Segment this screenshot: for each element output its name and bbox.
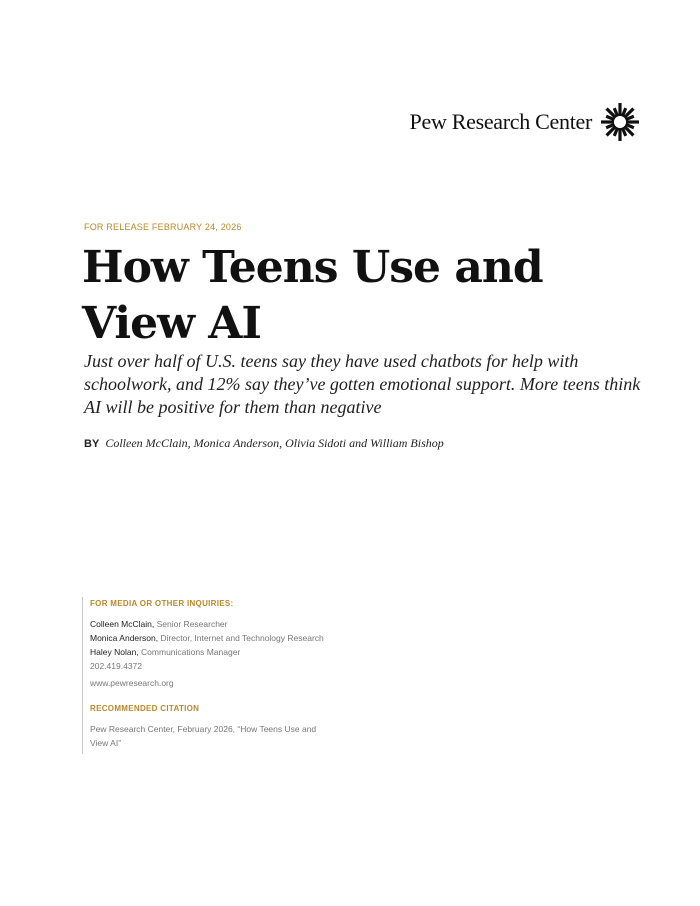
contact-name: Colleen McClain bbox=[90, 619, 152, 629]
contact-item: Monica Anderson, Director, Internet and Technology Research bbox=[90, 633, 324, 643]
inquiries-heading: FOR MEDIA OR OTHER INQUIRIES: bbox=[90, 599, 234, 608]
byline bbox=[84, 436, 444, 451]
sunburst-logo-icon bbox=[600, 102, 640, 142]
contact-role: Director, Internet and Technology Research bbox=[160, 633, 324, 643]
byline-authors: Colleen McClain, Monica Anderson, Olivia Sidoti and William Bishop bbox=[105, 436, 444, 450]
release-date: FOR RELEASE FEBRUARY 24, 2026 bbox=[84, 222, 242, 232]
contact-name: Haley Nolan bbox=[90, 647, 137, 657]
contact-item: Colleen McClain, Senior Researcher bbox=[90, 619, 228, 629]
subtitle: Just over half of U.S. teens say they have used chatbots for help with schoolwork, and 12% say they’ve gotten emotional support. More teens think AI will be positive for them than negative bbox=[84, 351, 641, 417]
contact-item: Haley Nolan, Communications Manager bbox=[90, 647, 241, 657]
pew-logo bbox=[410, 102, 640, 142]
contact-phone: 202.419.4372 bbox=[90, 661, 142, 671]
contact-role: Senior Researcher bbox=[156, 619, 228, 629]
citation-heading: RECOMMENDED CITATION bbox=[90, 704, 200, 713]
contact-role: Communications Manager bbox=[141, 647, 241, 657]
contact-box bbox=[82, 597, 330, 754]
contact-name: Monica Anderson bbox=[90, 633, 156, 643]
page-title: How Teens Use and View AI bbox=[82, 242, 543, 349]
website-link[interactable]: www.pewresearch.org bbox=[90, 678, 174, 688]
byline-label: BY bbox=[84, 438, 100, 450]
citation-text: Pew Research Center, February 2026, “How Teens Use and View AI” bbox=[90, 724, 317, 748]
logo-text: Pew Research Center bbox=[409, 109, 592, 134]
